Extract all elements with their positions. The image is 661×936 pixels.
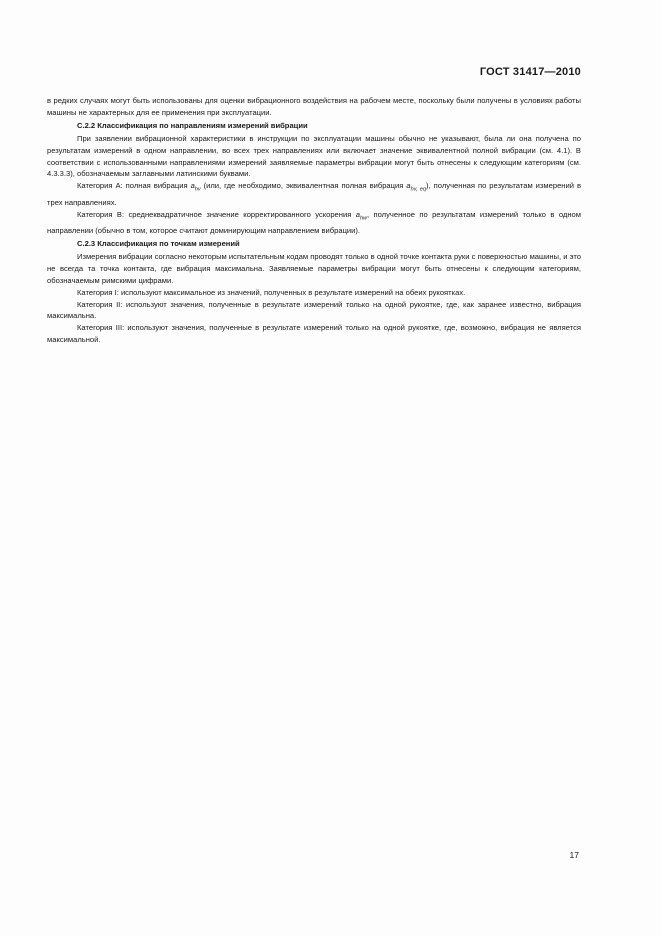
- category-a-paragraph: [47, 180, 581, 208]
- category-a-text-start: Категория А: полная вибрация: [77, 181, 191, 191]
- document-body: [47, 95, 581, 346]
- section-heading-c23: С.2.3 Классификация по точкам измерений: [77, 239, 240, 248]
- category-i-paragraph: Категория I: используют максимальное из значений, полученных в результате измерений на обеих рукоятках.: [77, 287, 466, 297]
- paragraph-direction-classification: При заявлении вибрационной характеристики в инструкции по эксплуатации машины обычно не указывают, была ли она получена по результатам измерений в одном направлении, во всех трех направлениях или включает значение эквивалентной полной вибрации (см. 4.1). В соответствии с использованными направлениями измерений заявляемые параметры вибрации могут быть отнесены к следующим категориям (см. 4.3.3.3), обозначаемым заглавными латинскими буквами.: [47, 133, 581, 179]
- symbol-a-hv-eq: a: [406, 181, 411, 191]
- standard-code-header: ГОСТ 31417—2010: [479, 66, 581, 78]
- category-ii-paragraph: Категория II: используют значения, полученные в результате измерений только на одной рукоятке, где, как заранее известно, вибрация максимальна.: [47, 299, 581, 321]
- category-b-text-end: , полученное по результатам измерений только в одном направлении (обычно в том, которое считают доминирующим направлением вибрации).: [47, 209, 581, 236]
- category-a-text-mid: (или, где необходимо, эквивалентная полная вибрация: [200, 181, 407, 191]
- symbol-a-hv: a: [190, 181, 195, 191]
- section-heading-c22: С.2.2 Классификация по направлениям измерений вибрации: [77, 120, 308, 130]
- subscript-hw: hw: [359, 215, 367, 222]
- symbol-a-hw: a: [355, 209, 360, 219]
- category-a-text-end: ), полученная по результатам измерений в трех направлениях.: [47, 181, 581, 207]
- category-b-paragraph: [47, 209, 581, 237]
- paragraph-measurement-points: Измерения вибрации согласно некоторым испытательным кодам проводят только в одной точке контакта руки с поверхностью машины, и это не всегда та точка контакта, где вибрация максимальна. Заявляемые параметры вибрации могут быть отнесены к следующим категориям, обозначаемым римскими цифрами.: [47, 251, 581, 285]
- category-iii-paragraph: Категория III: используют значения, полученные в результате измерений только на одной рукоятке, где, возможно, вибрация не является максимальной.: [47, 323, 581, 345]
- paragraph-continuation: в редких случаях могут быть использованы для оценки вибрационного воздействия на рабочем месте, поскольку были получены в условиях работы машины не характерных для ее применения при эксплуатации.: [47, 96, 581, 117]
- subscript-hv-eq: hv, eq: [410, 186, 427, 193]
- page-number: 17: [569, 850, 579, 860]
- category-b-text-start: Категория В: среднеквадратичное значение корректированного ускорения: [77, 209, 356, 219]
- subscript-hv: hv: [194, 186, 201, 193]
